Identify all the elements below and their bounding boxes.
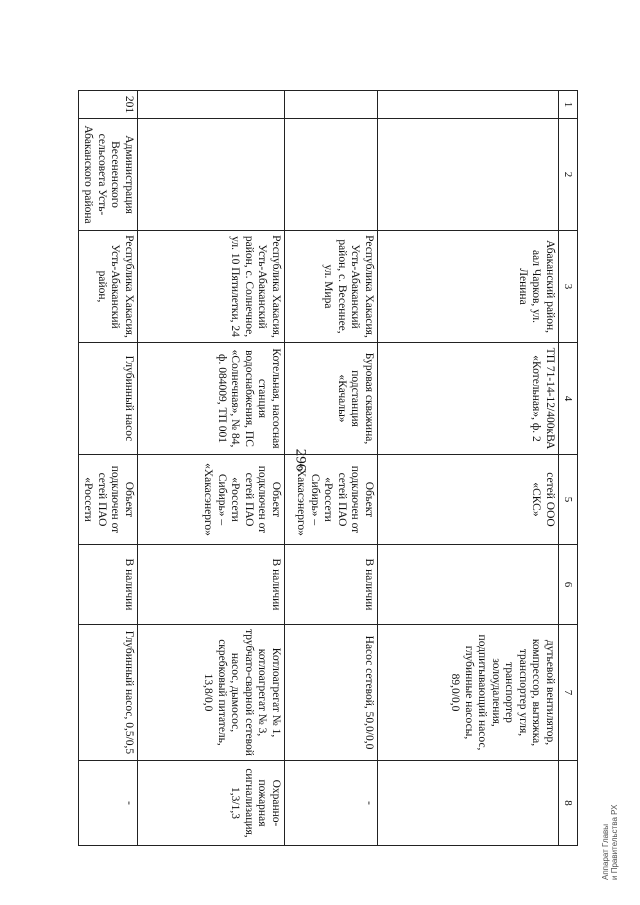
watermark-stamp — [602, 805, 620, 880]
cell-other — [378, 761, 559, 846]
cell-number: 201 — [78, 91, 137, 119]
cell-other: Охранно-пожарная сигнализация, 1,3/1,3 — [138, 761, 285, 846]
cell-number — [378, 91, 559, 119]
cell-availability — [378, 545, 559, 625]
cell-object: Глубинный насос — [78, 343, 137, 455]
watermark-line-1: Аппарат Главы — [601, 823, 610, 880]
cell-address: Абаканский район, аал Чарков, ул. Ленина — [378, 231, 559, 343]
cell-other: - — [285, 761, 378, 846]
cell-object: ТП 71-14-12/400кВА «Котельная», ф. 2 — [378, 343, 559, 455]
cell-availability: В наличии — [78, 545, 137, 625]
cell-equipment: Котлоагрегат № 1, котлоагрегат № 3, трубчато-сварной сетевой насос, дымосос, скребковый питатель, 13,8/0,0 — [138, 625, 285, 761]
cell-availability: В наличии — [138, 545, 285, 625]
col-header-1: 1 — [559, 91, 578, 119]
cell-organization: Администрация Весененского сельсовета Усть-Абаканского района — [78, 119, 137, 231]
table-row — [138, 91, 285, 846]
col-header-5: 5 — [559, 455, 578, 545]
col-header-6: 6 — [559, 545, 578, 625]
cell-connection: Объект подключен от сетей ПАО «Россети Сибирь» – «Хакасэнерго» — [138, 455, 285, 545]
cell-equipment: Глубинный насос, 0,5/0,5 — [78, 625, 137, 761]
col-header-3: 3 — [559, 231, 578, 343]
watermark-line-2: и Правительства РХ — [609, 804, 619, 880]
cell-address: Республика Хакасия, Усть-Абаканский район, с. Солнечное, ул. 10 Пятилетки, 24 — [138, 231, 285, 343]
cell-connection: Объект подключен от сетей ПАО «Россети — [78, 455, 137, 545]
cell-number — [285, 91, 378, 119]
cell-equipment: дутьевой вентилятор, компрессор, вытяжка, транспортер угля, транспортер золоудаления, подпитывающий насос, глубинные насосы, 89,0/0,0 — [378, 625, 559, 761]
cell-equipment: Насос сетевой, 50,0/0,0 — [285, 625, 378, 761]
col-header-8: 8 — [559, 761, 578, 846]
cell-connection: сетей ООО «СКС» — [378, 455, 559, 545]
cell-availability: В наличии — [285, 545, 378, 625]
col-header-2: 2 — [559, 119, 578, 231]
cell-other: - — [78, 761, 137, 846]
rotated-table-container — [82, 90, 578, 845]
col-header-4: 4 — [559, 343, 578, 455]
data-table — [78, 90, 578, 846]
cell-address: Республика Хакасия, Усть-Абаканский район, — [78, 231, 137, 343]
cell-organization — [285, 119, 378, 231]
col-header-7: 7 — [559, 625, 578, 761]
table-row — [78, 91, 137, 846]
cell-number — [138, 91, 285, 119]
cell-address: Республика Хакасия, Усть-Абаканский район, с. Весеннее, ул. Мира — [285, 231, 378, 343]
header-row — [559, 91, 578, 846]
table-row — [285, 91, 378, 846]
cell-organization — [378, 119, 559, 231]
cell-organization — [138, 119, 285, 231]
cell-connection: Объект подключен от сетей ПАО «Россети Сибирь» – «Хакасэнерго» — [285, 455, 378, 545]
table-row — [378, 91, 559, 846]
cell-object: Буровая скважина, подстанция «Качалы» — [285, 343, 378, 455]
page-number: 296 — [292, 448, 309, 472]
cell-object: Котельная, насосная станция водоснабжения, ПС «Солнечная», № 84, ф. 084009, ТП 001 — [138, 343, 285, 455]
